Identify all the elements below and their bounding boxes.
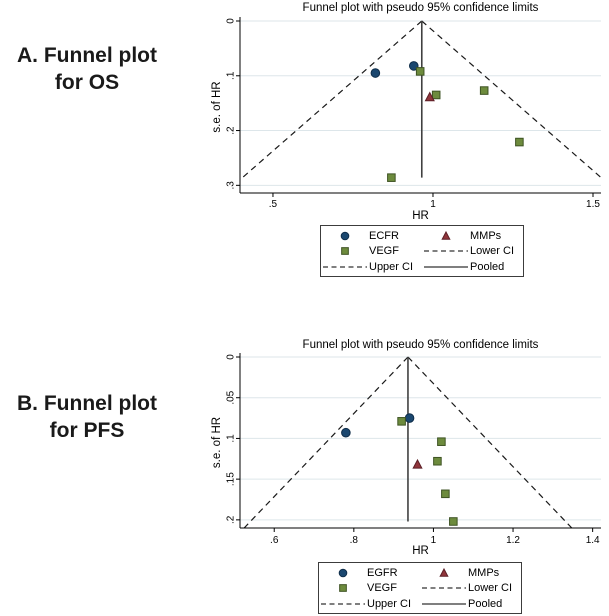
circle-glyph — [322, 230, 368, 242]
legend-label: Pooled — [468, 597, 503, 610]
upper-ci-line — [422, 21, 601, 178]
legend-marker-square-icon — [322, 245, 368, 257]
data-point-mmps — [413, 460, 422, 468]
circle — [339, 569, 347, 577]
legend-label: Pooled — [470, 260, 505, 273]
triangle — [440, 569, 448, 576]
legend-os — [320, 225, 524, 277]
y-tick-label: .15 — [225, 472, 237, 487]
chart-title: Funnel plot with pseudo 95% confidence limits — [302, 339, 539, 351]
x-tick-label: 1.5 — [586, 199, 600, 210]
x-tick-label: 1 — [430, 535, 437, 546]
x-tick-label: 1 — [430, 199, 436, 210]
legend-marker-square-icon — [320, 582, 366, 594]
legend-label: MMPs — [470, 229, 502, 242]
lower-ci-line — [240, 21, 422, 180]
dashed-line-glyph — [322, 261, 368, 273]
square-glyph — [322, 245, 368, 257]
lower-ci-line — [244, 357, 408, 528]
y-tick-label: .1 — [225, 71, 237, 80]
upper-ci-line — [408, 357, 572, 528]
dashed-line-glyph — [423, 245, 469, 257]
legend-marker-dashed-line-icon — [421, 582, 467, 594]
data-point-vegf — [388, 174, 396, 182]
legend-label: MMPs — [468, 566, 500, 579]
circle — [341, 232, 349, 240]
y-tick-label: .1 — [225, 434, 237, 443]
x-tick-label: 1.4 — [585, 535, 600, 546]
panel-b-label-line2: for PFS — [49, 419, 125, 442]
triangle-glyph — [423, 230, 469, 242]
x-tick-label: .6 — [270, 535, 279, 546]
data-point-vegf — [450, 518, 458, 526]
y-tick-label: .2 — [225, 126, 237, 135]
data-point-egfr — [405, 414, 414, 423]
legend-label: EGFR — [367, 566, 398, 579]
legend-marker-circle-icon — [322, 230, 368, 242]
panel-b-label-line1: B. Funnel plot — [17, 392, 157, 415]
legend-marker-triangle-icon — [423, 230, 469, 242]
data-point-vegf — [432, 91, 440, 99]
x-axis-label: HR — [412, 545, 429, 557]
legend-marker-dashed-line-icon — [423, 245, 469, 257]
legend-pfs — [318, 562, 522, 614]
circle-glyph — [320, 567, 366, 579]
square — [342, 248, 349, 255]
dashed-line-glyph — [421, 582, 467, 594]
x-axis-label: HR — [412, 210, 429, 222]
panel-a-label-line1: A. Funnel plot — [17, 44, 157, 67]
funnel-plot-pfs — [0, 320, 609, 560]
legend-marker-solid-line-icon — [423, 261, 469, 273]
y-axis-label: s.e. of HR — [211, 81, 223, 133]
square-glyph — [320, 582, 366, 594]
legend-label: Lower CI — [470, 245, 515, 257]
data-point-vegf — [480, 87, 488, 95]
legend-marker-circle-icon — [320, 567, 366, 579]
panel-a-label-line2: for OS — [54, 71, 120, 94]
legend-label: Lower CI — [468, 582, 513, 594]
data-point-vegf — [398, 418, 406, 426]
legend-label: ECFR — [369, 229, 399, 242]
data-point-vegf — [442, 490, 450, 498]
data-point-vegf — [516, 138, 524, 146]
y-tick-label: .2 — [225, 515, 237, 525]
y-tick-label: .05 — [225, 390, 237, 405]
y-tick-label: .3 — [225, 181, 237, 190]
legend-label: VEGF — [367, 582, 397, 594]
legend-label: Upper CI — [369, 260, 414, 273]
square — [340, 585, 347, 592]
legend-label: VEGF — [369, 245, 399, 257]
legend-marker-dashed-line-icon — [320, 598, 366, 610]
triangle — [442, 232, 450, 239]
data-point-vegf — [434, 457, 442, 465]
data-point-egfr — [342, 428, 351, 437]
funnel-plot-os — [0, 0, 609, 224]
legend-label: Upper CI — [367, 597, 412, 610]
y-tick-label: 0 — [225, 18, 237, 24]
data-point-vegf — [416, 68, 424, 76]
data-point-ecfr — [371, 69, 380, 78]
legend-marker-dashed-line-icon — [322, 261, 368, 273]
chart-title: Funnel plot with pseudo 95% confidence limits — [302, 2, 539, 14]
x-tick-label: .8 — [349, 535, 359, 546]
x-tick-label: .5 — [268, 199, 278, 210]
solid-line-glyph — [421, 598, 467, 610]
legend-marker-triangle-icon — [421, 567, 467, 579]
solid-line-glyph — [423, 261, 469, 273]
y-tick-label: 0 — [225, 354, 237, 360]
dashed-line-glyph — [320, 598, 366, 610]
y-axis-label: s.e. of HR — [211, 416, 223, 469]
legend-marker-solid-line-icon — [421, 598, 467, 610]
data-point-vegf — [438, 438, 446, 446]
x-tick-label: 1.2 — [506, 535, 520, 546]
triangle-glyph — [421, 567, 467, 579]
